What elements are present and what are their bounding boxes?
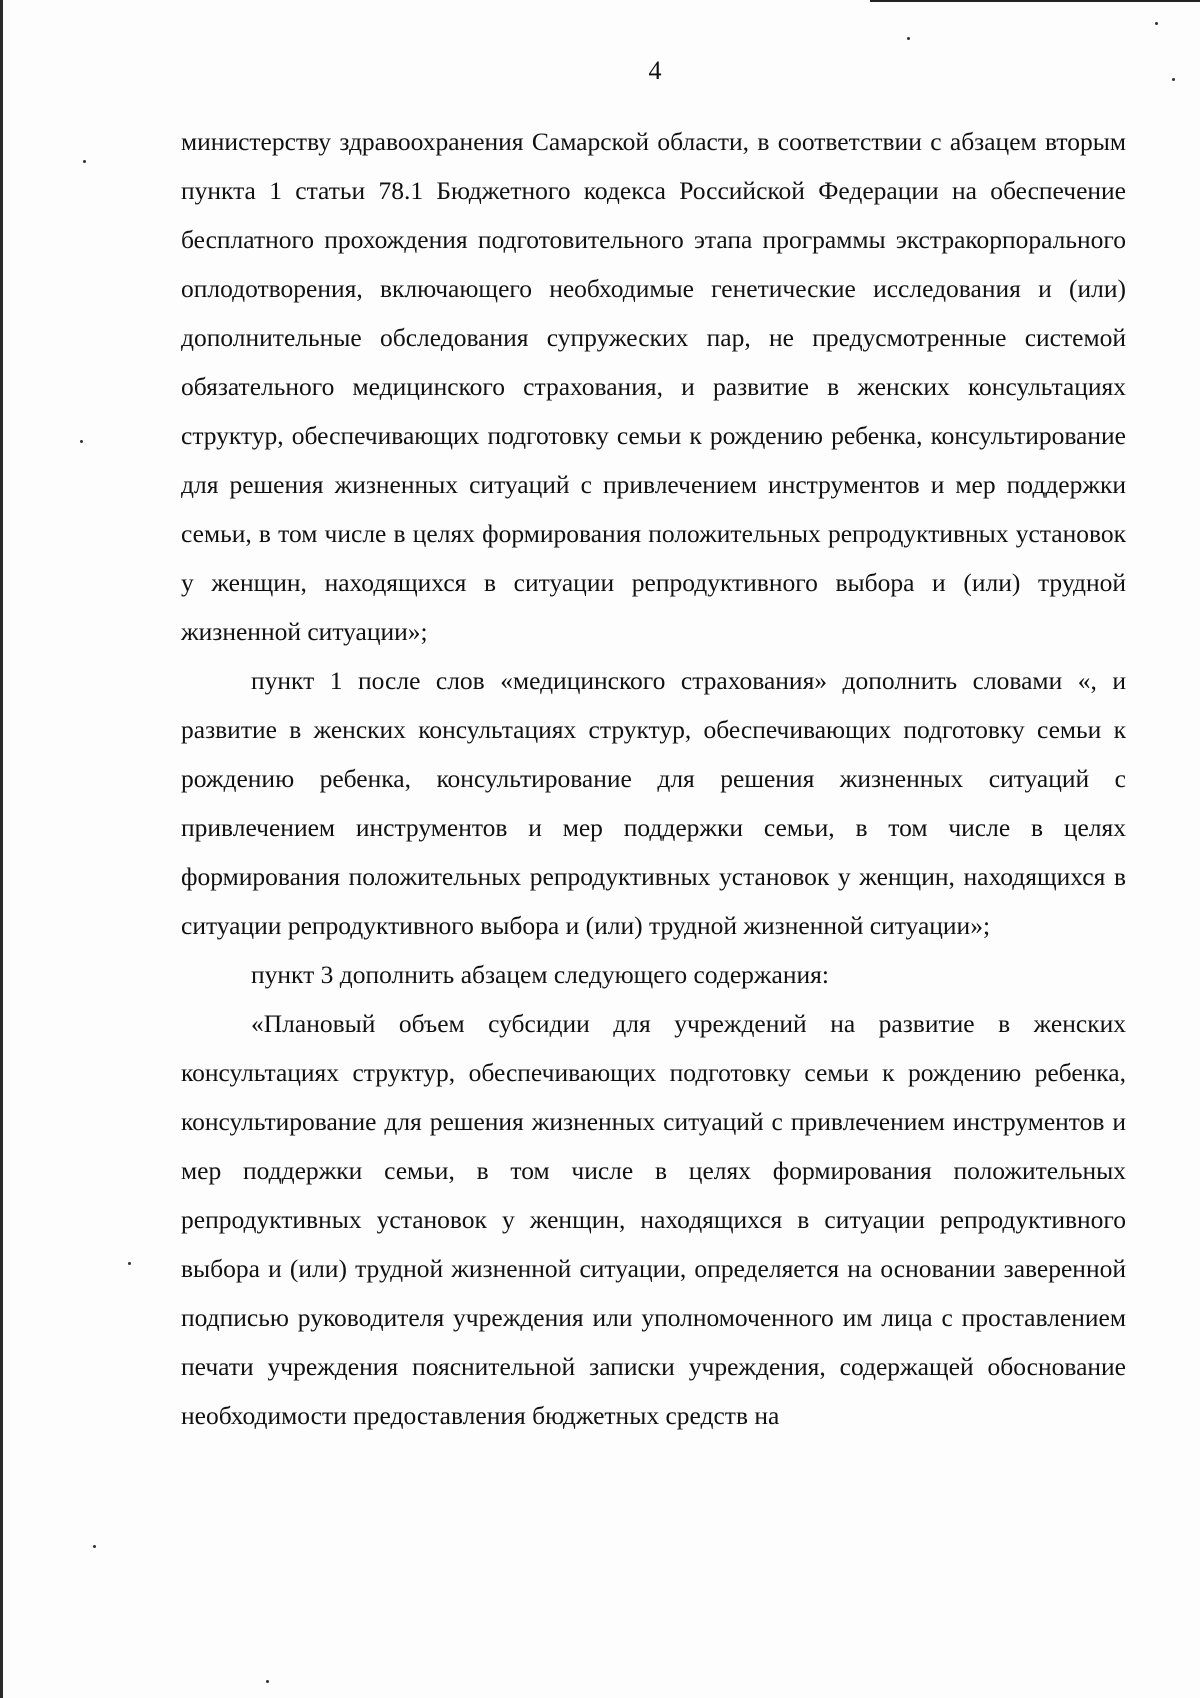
paragraph-4: «Плановый объем субсидии для учреждений на развитие в женских консультациях структур, обеспечивающих подготовку семьи к рождению ребенка, консультирование для решения жизненных ситуаций с привлечением инструментов и мер поддержки семьи, в том числе в целях формирования положительных репродуктивных установок у женщин, находящихся в ситуации репродуктивного выбора и (или) трудной жизненной ситуации, определяется на основании заверенной подписью руководителя учреждения или уполномоченного им лица с проставлением печати учреждения пояснительной записки учреждения, содержащей обоснование необходимости предоставления бюджетных средств на bbox=[181, 1009, 1126, 1430]
scan-speck bbox=[128, 1262, 131, 1265]
scan-speck bbox=[83, 160, 86, 163]
paragraph-1: министерству здравоохранения Самарской области, в соответствии с абзацем вторым пункта 1 статьи 78.1 Бюджетного кодекса Российской Федерации на обеспечение бесплатного прохождения подготовительного этапа программы экстракорпорального оплодотворения, включающего необходимые генетические исследования и (или) дополнительные обследования супружеских пар, не предусмотренные системой обязательного медицинского страхования, и развитие в женских консультациях структур, обеспечивающих подготовку семьи к рождению ребенка, консультирование для решения жизненных ситуаций с привлечением инструментов и мер поддержки семьи, в том числе в целях формирования положительных репродуктивных установок у женщин, находящихся в ситуации репродуктивного выбора и (или) трудной жизненной ситуации»; bbox=[181, 127, 1126, 646]
scan-speck bbox=[266, 1680, 269, 1683]
scan-speck bbox=[93, 1545, 96, 1548]
scan-speck bbox=[1155, 22, 1158, 25]
page-number: 4 bbox=[648, 56, 662, 85]
scan-speck bbox=[907, 37, 910, 40]
left-edge-rule bbox=[0, 0, 3, 1698]
top-edge-rule bbox=[870, 0, 1200, 2]
scan-speck bbox=[80, 440, 83, 443]
document-body bbox=[181, 117, 1126, 1440]
paragraph-2: пункт 1 после слов «медицинского страхования» дополнить словами «, и развитие в женских консультациях структур, обеспечивающих подготовку семьи к рождению ребенка, консультирование для решения жизненных ситуаций с привлечением инструментов и мер поддержки семьи, в том числе в целях формирования положительных репродуктивных установок у женщин, находящихся в ситуации репродуктивного выбора и (или) трудной жизненной ситуации»; bbox=[181, 666, 1126, 940]
paragraph-3: пункт 3 дополнить абзацем следующего содержания: bbox=[251, 960, 829, 989]
